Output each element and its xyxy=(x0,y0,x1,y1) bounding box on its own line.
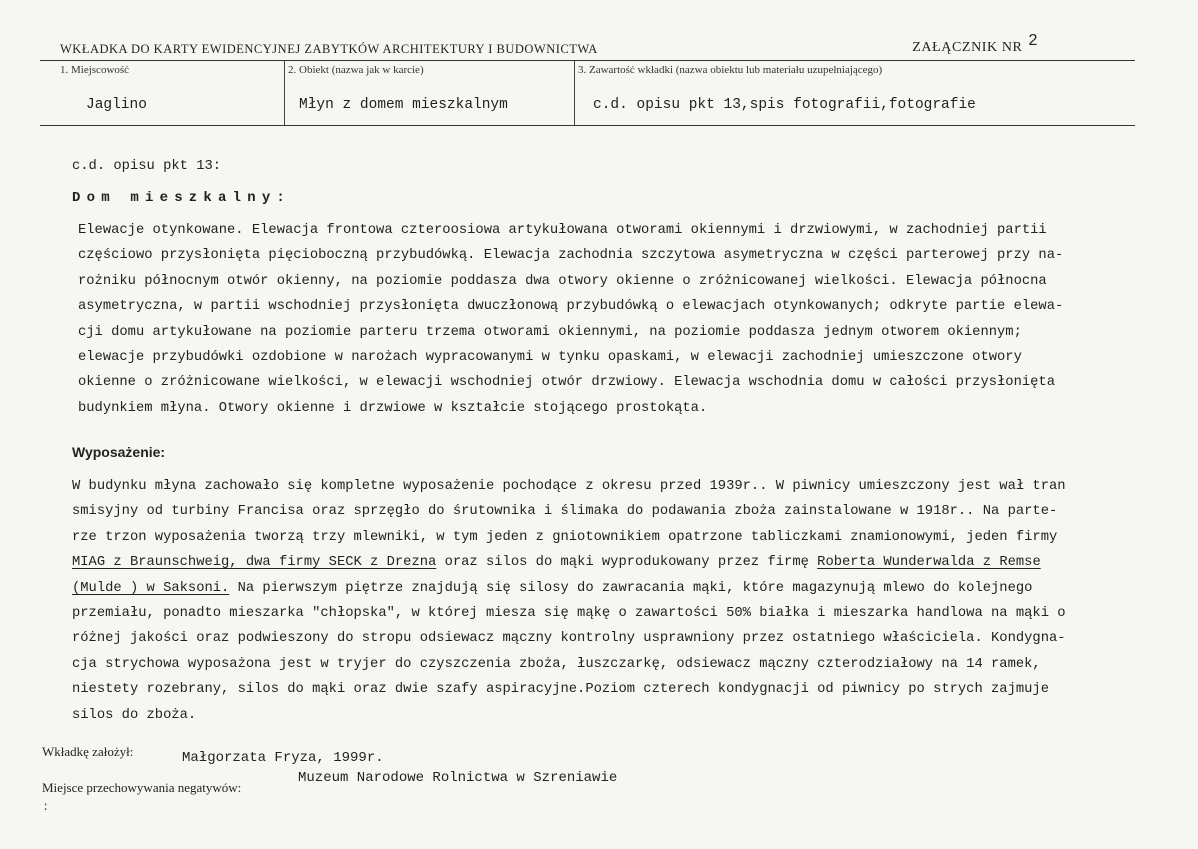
form-title: WKŁADKA DO KARTY EWIDENCYJNEJ ZABYTKÓW ARCHITEKTURY I BUDOWNICTWA xyxy=(60,42,598,56)
house-line: Elewacje otynkowane. Elewacja frontowa czteroosiowa artykułowana otworami okiennymi i drzwiowymi, w zachodniej partii xyxy=(78,223,1047,238)
equipment-line xyxy=(72,550,1066,575)
equipment-line: cja strychowa wyposażona jest w tryjer do czyszczenia zboża, łuszczarkę, odsiewacz mączny czterodziałowy na 14 ramek, xyxy=(72,656,1041,672)
house-description xyxy=(78,218,1063,421)
house-line: rożniku północnym otwór okienny, na poziomie poddasza dwa otwory okienne o zróżnicowanej wielkości. Elewacja północna xyxy=(78,273,1047,289)
object-label: 2. Obiekt (nazwa jak w karcie) xyxy=(288,64,424,76)
house-heading-block xyxy=(72,186,291,211)
equipment-line: W budynku młyna zachowało się kompletne wyposażenie pochodące z okresu przed 1939r.. W piwnicy umieszczony jest wał tran xyxy=(72,479,1066,494)
equipment-heading-block xyxy=(72,440,165,465)
contents-label: 3. Zawartość wkładki (nazwa obiektu lub materiału uzupełniającego) xyxy=(578,64,883,76)
locality-label: 1. Miejscowość xyxy=(60,64,130,76)
object-value: Młyn z domem mieszkalnym xyxy=(299,97,508,113)
continuation-text: c.d. opisu pkt 13: xyxy=(72,159,222,174)
header-table xyxy=(40,60,1135,126)
locality-value: Jaglino xyxy=(86,97,147,113)
underlined-manufacturer: Roberta Wunderwalda z Remse xyxy=(817,555,1041,571)
header-cell-object xyxy=(284,61,574,125)
equipment-line: silos do zboża. xyxy=(72,707,197,723)
continuation-note xyxy=(72,154,221,179)
equipment-line: niestety rozebrany, silos do mąki oraz dwie szafy aspiracyjne.Poziom czterech kondygnacji od piwnicy po strych zajmuje xyxy=(72,682,1049,698)
equipment-line: różnej jakości oraz podwieszony do stropu odsiewacz mączny kontrolny usprawniony przez ostatniego właściciela. Kondygna- xyxy=(72,631,1066,647)
negatives-storage-label: Miejsce przechowywania negatywów: xyxy=(42,780,242,795)
house-line: asymetryczna, w partii wschodniej przysłonięta dwuczłonową przybudówką o elewacjach otynkowanych; odkryte partie elewa- xyxy=(78,299,1064,315)
header-cell-contents xyxy=(574,61,1135,125)
equipment-line: smisyjny od turbiny Francisa oraz sprzęgło do śrutownika i ślimaka do podawania zboża zainstalowane w 1918r.. Na parte- xyxy=(72,504,1058,520)
house-line: częściowo przysłonięta pięcioboczną przybudówką. Elewacja zachodnia szczytowa asymetryczna w części parterowej przy na- xyxy=(78,248,1064,264)
equipment-heading: Wyposażenie: xyxy=(72,444,166,460)
annex-label xyxy=(912,32,1038,56)
equipment-line-text: oraz silos do mąki wyprodukowany przez firmę xyxy=(436,555,818,571)
stray-mark: : xyxy=(42,800,50,814)
annex-number: 2 xyxy=(1028,32,1038,49)
negatives-storage-value: Muzeum Narodowe Rolnictwa w Szreniawie xyxy=(298,770,618,786)
equipment-line: przemiału, ponadto mieszarka "chłopska", w której miesza się mąkę o zawartości 50% białka i mieszarka handlowa na mąki o xyxy=(72,605,1066,621)
prepared-by-value: Małgorzata Fryza, 1999r. xyxy=(182,750,384,766)
header-cell-locality xyxy=(40,61,284,125)
equipment-line-text: Na pierwszym piętrze znajdują się silosy do zawracania mąki, które magazynują mlewo do kolejnego xyxy=(229,580,1033,596)
contents-value: c.d. opisu pkt 13,spis fotografii,fotografie xyxy=(593,97,976,113)
underlined-place: (Mulde ) w Saksoni. xyxy=(72,580,230,596)
house-line: okienne o zróżnicowane wielkości, w elewacji wschodniej otwór drzwiowy. Elewacja wschodnia domu w całości przysłonięta xyxy=(78,375,1055,391)
equipment-line: rze trzon wyposażenia tworzą trzy mlewniki, w tym jeden z gniotownikiem opatrzone tabliczkami znamionowymi, jeden firmy xyxy=(72,529,1058,545)
equipment-line xyxy=(72,576,1066,601)
house-heading: Dom mieszkalny: xyxy=(72,190,292,206)
equipment-description xyxy=(72,474,1066,728)
house-line: elewacje przybudówki ozdobione w narożach wypracowanymi w tynku opaskami, w elewacji zachodniej umieszczone otwory xyxy=(78,349,1022,365)
house-line: cji domu artykułowane na poziomie parteru trzema otworami okiennymi, na poziomie poddasza jednym otworem okiennym; xyxy=(78,324,1022,340)
annex-label-text: ZAŁĄCZNIK NR xyxy=(912,40,1023,55)
house-line: budynkiem młyna. Otwory okienne i drzwiowe w kształcie stojącego prostokąta. xyxy=(78,400,708,416)
underlined-manufacturers: MIAG z Braunschweig, dwa firmy SECK z Drezna xyxy=(72,555,437,571)
prepared-by-label: Wkładkę założył: xyxy=(42,744,134,759)
